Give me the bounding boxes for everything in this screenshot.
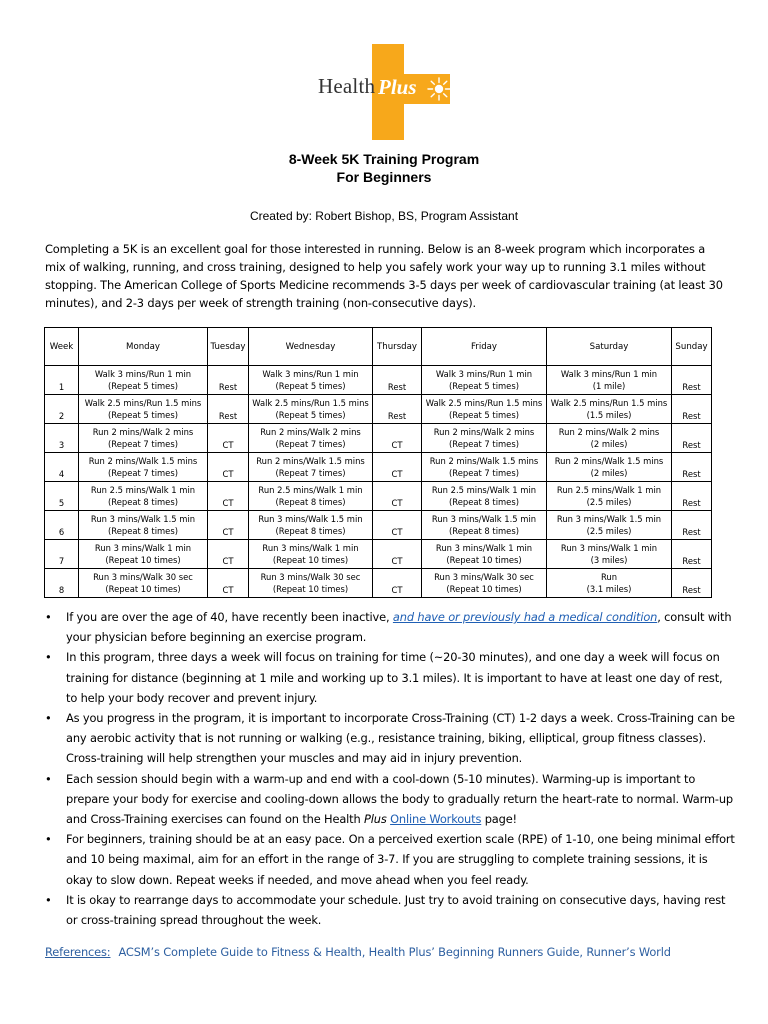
cell-line: Run 2 mins/Walk 1.5 mins (256, 456, 365, 466)
table-header-row (45, 328, 712, 366)
cell-line: Run 3 mins/Walk 30 sec (434, 572, 534, 582)
table-cell (79, 453, 208, 482)
table-cell: CT (208, 569, 249, 598)
cell-line: Run 2 mins/Walk 1.5 mins (554, 456, 664, 466)
sun-icon (426, 76, 452, 102)
bullet-icon: • (45, 771, 52, 786)
table-cell (249, 482, 373, 511)
logo-word-health: Health (318, 74, 376, 98)
bullet-1-text-a: If you are over the age of 40, have recently been inactive, (66, 610, 393, 624)
intro-paragraph: Completing a 5K is an excellent goal for those interested in running. Below is an 8-week program which incorporates a mix of walking, running, and cross training, designed to help you safely work your way up to running 3.1 miles without stopping. The American College of Sports Medicine recommends 3-5 days per week of cardiovascular training (at least 30 minutes), and 2-3 days per week of strength training (non-consecutive days). (45, 242, 723, 310)
table-row (45, 569, 712, 598)
cell-line: (Repeat 10 times) (105, 584, 181, 594)
bullet-5-text: For beginners, training should be at an easy pace. On a perceived exertion scale (RPE) of 1-10, one being minimal effort and 10 being maximal, aim for an effort in the range of 3-7. If you are struggling to complete training sessions, it is okay to slow down. Repeat weeks if needed, and move ahead when you feel ready. (66, 832, 735, 887)
cell-line: Run 2 mins/Walk 1.5 mins (88, 456, 198, 466)
bullet-icon: • (45, 711, 52, 726)
list-item (45, 890, 735, 930)
table-cell: 5 (45, 482, 79, 511)
cell-line: (Repeat 5 times) (275, 381, 346, 391)
table-cell: CT (373, 424, 422, 453)
cell-line: (2 miles) (590, 468, 628, 478)
cell-line: (2 miles) (590, 439, 628, 449)
references (45, 945, 671, 959)
cell-line: (1 mile) (592, 381, 626, 391)
cell-line: Run 2 mins/Walk 2 mins (558, 427, 660, 437)
cell-line: (Repeat 10 times) (272, 584, 349, 594)
column-header: Week (45, 328, 79, 366)
cell-line: (3.1 miles) (586, 584, 632, 594)
cell-line: (Repeat 7 times) (449, 439, 519, 449)
table-cell: Rest (672, 424, 712, 453)
references-text: ACSM’s Complete Guide to Fitness & Health, Health Plus’ Beginning Runners Guide, Runner’s World (118, 945, 671, 959)
table-cell (547, 366, 672, 395)
table-cell (547, 540, 672, 569)
column-header: Monday (79, 328, 208, 366)
table-cell (79, 511, 208, 540)
cell-line: (Repeat 5 times) (449, 410, 519, 420)
table-cell (79, 395, 208, 424)
cell-line: (Repeat 7 times) (275, 439, 346, 449)
cell-line: (Repeat 8 times) (449, 526, 519, 536)
cell-line: Walk 3 mins/Run 1 min (435, 369, 533, 379)
cell-line: Run 2.5 mins/Walk 1 min (90, 485, 196, 495)
cell-line: Run 2 mins/Walk 2 mins (260, 427, 361, 437)
cell-line: Run 2.5 mins/Walk 1 min (431, 485, 537, 495)
table-cell: Rest (672, 569, 712, 598)
table-cell: 1 (45, 366, 79, 395)
bullet-4-text-a: Each session should begin with a warm-up and end with a cool-down (5-10 minutes). Warming-up is important to prepare your body for exercise and cooling-down allows the body to gradually return the heart-rate to normal. Warm-up and Cross-Training exercises can found on the Health (66, 771, 733, 827)
cell-line: (Repeat 7 times) (449, 468, 519, 478)
cell-line: Walk 2.5 mins/Run 1.5 mins (252, 398, 369, 408)
table-cell: Rest (208, 395, 249, 424)
bullet-icon: • (45, 832, 52, 847)
table-cell: Rest (672, 366, 712, 395)
cell-line: Run 2 mins/Walk 2 mins (433, 427, 535, 437)
cell-line: Run 3 mins/Walk 30 sec (260, 572, 361, 582)
table-cell: 3 (45, 424, 79, 453)
cell-line: (Repeat 10 times) (446, 584, 522, 594)
table-cell (547, 482, 672, 511)
cell-line: (Repeat 8 times) (449, 497, 519, 507)
cell-line: (2.5 miles) (586, 526, 632, 536)
table-cell: Rest (672, 511, 712, 540)
column-header: Sunday (672, 328, 712, 366)
cell-line: (Repeat 10 times) (272, 555, 349, 565)
online-workouts-link[interactable]: Online Workouts (390, 812, 482, 827)
page-subtitle: For Beginners (336, 169, 432, 185)
bullet-icon: • (45, 892, 52, 907)
table-row (45, 453, 712, 482)
table-cell (249, 453, 373, 482)
table-cell: CT (208, 482, 249, 511)
bullet-6-text: It is okay to rearrange days to accommodate your schedule. Just try to avoid training on consecutive days, having rest or cross-training spread throughout the week. (66, 892, 726, 928)
table-cell: CT (373, 453, 422, 482)
bullet-2-text: In this program, three days a week will focus on training for time (~20-30 minutes), and one day a week will focus on training for distance (beginning at 1 mile and working up to 3.1 miles). It is important to have at least one day of rest, to help your body recover and prevent injury. (66, 650, 723, 705)
table-cell: CT (208, 511, 249, 540)
cell-line: (Repeat 5 times) (108, 381, 178, 391)
table-cell (249, 511, 373, 540)
table-cell: 2 (45, 395, 79, 424)
table-cell (422, 569, 547, 598)
table-row (45, 540, 712, 569)
medical-condition-link[interactable]: and have or previously had a medical condition (392, 610, 658, 624)
cell-line: (Repeat 10 times) (446, 555, 522, 565)
table-cell: 4 (45, 453, 79, 482)
table-cell (422, 511, 547, 540)
table-cell: Rest (672, 395, 712, 424)
cell-line: Run 3 mins/Walk 1.5 min (258, 514, 363, 524)
table-cell: Rest (672, 540, 712, 569)
training-schedule-table (44, 327, 712, 598)
bullet-icon: • (45, 610, 52, 624)
column-header: Wednesday (249, 328, 373, 366)
column-header: Tuesday (208, 328, 249, 366)
table-cell: CT (373, 482, 422, 511)
table-cell: 6 (45, 511, 79, 540)
cell-line: Run 2 mins/Walk 1.5 mins (429, 456, 539, 466)
table-row (45, 424, 712, 453)
table-cell (249, 569, 373, 598)
table-cell (422, 395, 547, 424)
cell-line: (Repeat 7 times) (108, 468, 178, 478)
cell-line: Run (600, 572, 618, 582)
cell-line: Run 3 mins/Walk 1.5 min (556, 514, 662, 524)
bullet-3-text: As you progress in the program, it is important to incorporate Cross-Training (CT) 1-2 days a week. Cross-Training can be any aerobic activity that is not running or walking (e.g., resistance training, biking, elliptical, group fitness classes). Cross-training will help strengthen your muscles and may aid in injury prevention. (66, 711, 735, 766)
cell-line: Run 3 mins/Walk 1.5 min (90, 514, 196, 524)
cell-line: (Repeat 8 times) (275, 497, 346, 507)
cell-line: Run 3 mins/Walk 1 min (262, 543, 359, 553)
table-cell (79, 540, 208, 569)
table-cell: Rest (672, 482, 712, 511)
cell-line: (Repeat 8 times) (108, 497, 178, 507)
table-cell (79, 569, 208, 598)
cell-line: (3 miles) (590, 555, 628, 565)
table-cell: 8 (45, 569, 79, 598)
author-credit: Created by: Robert Bishop, BS, Program Assistant (249, 209, 519, 223)
cell-line: Run 3 mins/Walk 1 min (560, 543, 658, 553)
cell-line: (Repeat 5 times) (108, 410, 178, 420)
table-cell (547, 395, 672, 424)
cell-line: Run 2.5 mins/Walk 1 min (258, 485, 363, 495)
logo-word-plus: Plus (378, 75, 417, 99)
table-cell (547, 511, 672, 540)
list-item (45, 829, 735, 890)
cell-line: Walk 2.5 mins/Run 1.5 mins (550, 398, 668, 408)
table-cell: 7 (45, 540, 79, 569)
table-cell (249, 395, 373, 424)
table-cell: Rest (373, 395, 422, 424)
cell-line: Walk 3 mins/Run 1 min (262, 369, 359, 379)
bullet-icon: • (45, 650, 52, 665)
table-row (45, 482, 712, 511)
table-cell: CT (208, 424, 249, 453)
references-label: References: (45, 945, 111, 959)
table-cell (547, 424, 672, 453)
table-cell (249, 540, 373, 569)
cell-line: Run 3 mins/Walk 1 min (435, 543, 533, 553)
page-title: 8-Week 5K Training Program (288, 151, 480, 167)
cell-line: (Repeat 8 times) (108, 526, 178, 536)
table-cell (422, 424, 547, 453)
table-cell (422, 453, 547, 482)
cell-line: (1.5 miles) (586, 410, 632, 420)
table-cell (249, 366, 373, 395)
list-item (45, 769, 735, 830)
cell-line: Run 3 mins/Walk 1.5 min (431, 514, 537, 524)
table-cell (79, 482, 208, 511)
bullet-1-text-b: , consult with your physician before beginning an exercise program. (66, 610, 732, 645)
table-cell (422, 540, 547, 569)
column-header: Saturday (547, 328, 672, 366)
tips-list (45, 607, 735, 930)
cell-line: (2.5 miles) (586, 497, 632, 507)
table-cell (249, 424, 373, 453)
bullet-4-text-b: page! (481, 812, 517, 827)
table-cell: CT (208, 453, 249, 482)
table-cell: Rest (373, 366, 422, 395)
cell-line: (Repeat 5 times) (449, 381, 519, 391)
table-row (45, 511, 712, 540)
cell-line: Walk 3 mins/Run 1 min (560, 369, 658, 379)
cell-line: (Repeat 8 times) (275, 526, 346, 536)
table-cell (422, 366, 547, 395)
list-item (45, 708, 735, 769)
table-cell: CT (373, 569, 422, 598)
table-cell: CT (373, 540, 422, 569)
table-cell (547, 569, 672, 598)
list-item (45, 647, 735, 708)
column-header: Thursday (373, 328, 422, 366)
table-cell (79, 424, 208, 453)
bullet-4-italic-plus: Plus (364, 812, 387, 827)
cell-line: Run 3 mins/Walk 1 min (94, 543, 192, 553)
table-body (45, 366, 712, 598)
cell-line: (Repeat 7 times) (275, 468, 346, 478)
cell-line: Walk 2.5 mins/Run 1.5 mins (425, 398, 543, 408)
cell-line: (Repeat 5 times) (275, 410, 346, 420)
table-cell (422, 482, 547, 511)
table-cell: Rest (208, 366, 249, 395)
health-plus-logo (316, 44, 456, 140)
table-cell: CT (373, 511, 422, 540)
list-item (45, 607, 735, 647)
table-row (45, 366, 712, 395)
cell-line: Walk 2.5 mins/Run 1.5 mins (84, 398, 202, 408)
cell-line: (Repeat 10 times) (105, 555, 181, 565)
column-header: Friday (422, 328, 547, 366)
table-cell: CT (208, 540, 249, 569)
table-cell (79, 366, 208, 395)
cell-line: Run 2.5 mins/Walk 1 min (556, 485, 662, 495)
table-cell (547, 453, 672, 482)
table-cell: Rest (672, 453, 712, 482)
cell-line: Walk 3 mins/Run 1 min (94, 369, 192, 379)
cell-line: Run 2 mins/Walk 2 mins (92, 427, 194, 437)
cell-line: (Repeat 7 times) (108, 439, 178, 449)
table-row (45, 395, 712, 424)
cell-line: Run 3 mins/Walk 30 sec (93, 572, 193, 582)
